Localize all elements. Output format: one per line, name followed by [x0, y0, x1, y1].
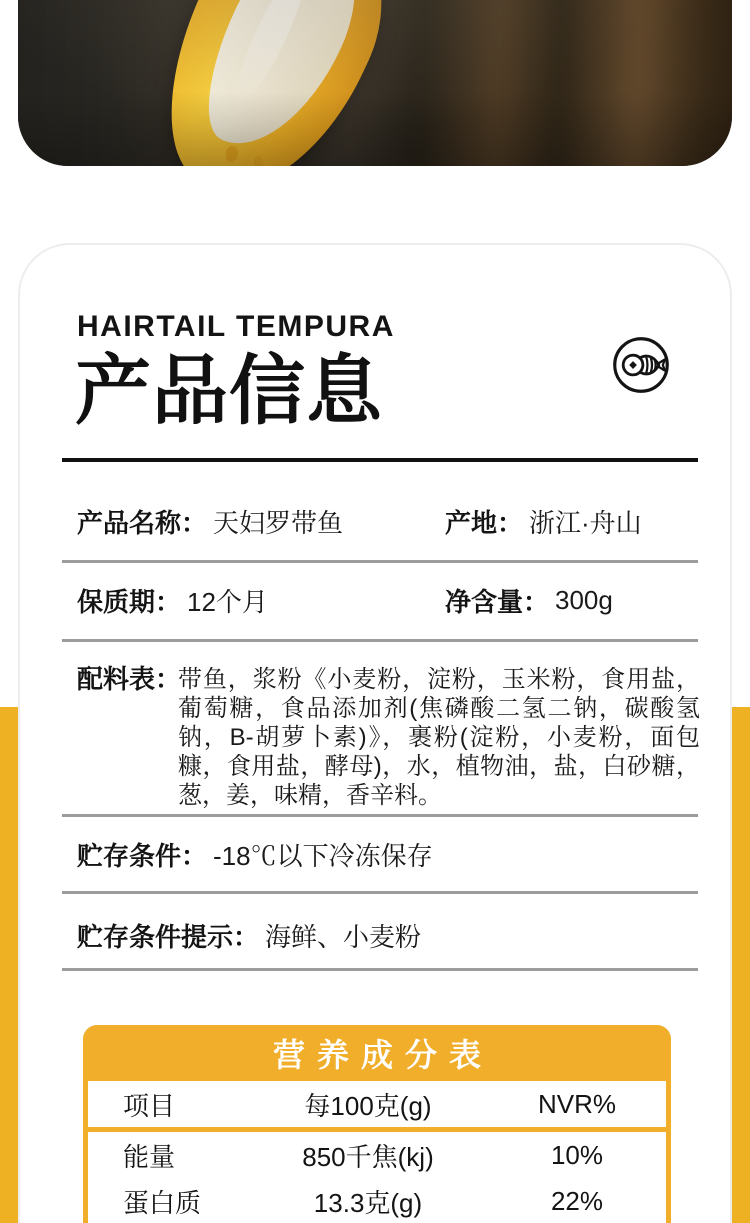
field-value: 天妇罗带鱼	[213, 507, 344, 538]
nutrition-header-cell: 每100克(g)	[304, 1090, 432, 1121]
row-divider	[62, 814, 698, 817]
nutrition-header-row	[88, 1081, 666, 1132]
nutrition-row-energy	[88, 1132, 666, 1178]
nutrition-header-cell: 项目	[123, 1090, 176, 1121]
field-value: 12个月	[187, 586, 268, 617]
hero-photo-shade	[18, 0, 732, 166]
field-storage	[77, 837, 433, 871]
field-net-content	[445, 583, 613, 617]
ingredients-label: 配料表：	[77, 664, 182, 694]
nutrition-table-title: 营养成分表	[83, 1025, 671, 1081]
field-value: 浙江·舟山	[529, 507, 642, 538]
nutrition-cell: 22%	[550, 1185, 604, 1216]
hero-photo	[18, 0, 732, 166]
field-value: 海鲜、小麦粉	[265, 921, 422, 952]
field-value: -18℃以下冷冻保存	[213, 840, 433, 871]
nutrition-cell: 10%	[550, 1139, 604, 1170]
nutrition-cell: 13.3克(g)	[313, 1187, 423, 1218]
row-divider	[62, 639, 698, 642]
product-card	[18, 243, 732, 1223]
nutrition-cell: 能量	[123, 1141, 176, 1172]
field-shelf-life	[77, 583, 268, 617]
product-subtitle-en: HAIRTAIL TEMPURA	[77, 310, 395, 343]
field-value: 300g	[555, 584, 613, 615]
field-label: 产地：	[445, 507, 524, 538]
page-title: 产品信息	[75, 349, 383, 434]
row-divider	[62, 560, 698, 563]
field-label: 贮存条件提示：	[77, 921, 260, 952]
row-divider	[62, 968, 698, 971]
nutrition-table	[83, 1025, 671, 1223]
nutrition-cell: 蛋白质	[123, 1187, 202, 1218]
field-origin	[445, 504, 642, 538]
title-divider	[62, 458, 698, 462]
ingredients-text: 带鱼，浆粉《小麦粉，淀粉，玉米粉，食用盐，葡萄糖，食品添加剂(焦磷酸二氢二钠，碳酸氢钠，B-胡萝卜素)》，裹粉(淀粉，小麦粉，面包糠，食用盐，酵母)，水，植物油，盐，白砂糖，葱，姜，味精，香辛料。	[178, 666, 700, 809]
field-product-name	[77, 504, 343, 538]
nutrition-header-cell: NVR%	[537, 1088, 616, 1119]
nutrition-cell: 850千焦(kj)	[302, 1141, 434, 1172]
field-label: 净含量：	[445, 586, 550, 617]
field-storage-tip	[77, 918, 421, 952]
nutrition-table-body	[83, 1081, 671, 1223]
field-label: 保质期：	[77, 586, 182, 617]
field-label: 产品名称：	[77, 507, 208, 538]
field-label: 贮存条件：	[77, 840, 208, 871]
row-divider	[62, 891, 698, 894]
fish-icon	[611, 335, 671, 395]
nutrition-row-protein	[88, 1178, 666, 1223]
